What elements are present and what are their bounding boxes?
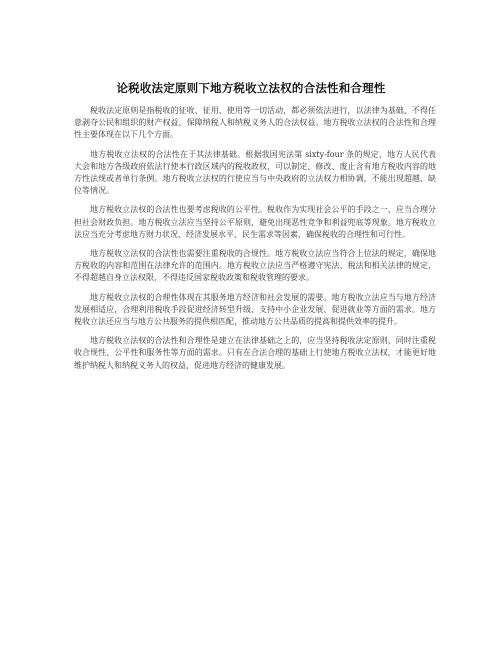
- paragraph-3: 地方税收立法权的合法性也要考虑税收的公平性。税收作为实现社会公平的手段之一，应当合理分担社会财政负担。地方税收立法应当坚持公平原则，避免出现恶性竞争和利益兜底等现象。地方税收立法应当充分考虑地方财力状况、经济发展水平、民生需求等因素，确保税收的合理性和可行性。: [74, 205, 436, 239]
- paragraph-5: 地方税收立法权的合理性体现在其服务地方经济和社会发展的需要。地方税收立法应当与地方经济发展相适应，合理利用税收手段促进经济转型升级、支持中小企业发展、促进就业等方面的需求。地方税收立法还应当与地方公共服务的提供相匹配，推动地方公共品质的提高和提供效率的提升。: [74, 292, 436, 327]
- document-title: 论税收法定原则下地方税收立法权的合法性和合理性: [116, 81, 386, 95]
- paragraph-4: 地方税收立法权的合法性也需要注重税收的合规性。地方税收立法应当符合上位法的规定，确保地方税收的内容和范围在法律允许的范围内。地方税收立法应当严格遵守宪法、税法和相关法律的规定，不得超越自身立法权限，不得违反国家税收政策和税收管理的要求。: [74, 249, 436, 283]
- paragraph-2: 地方税收立法权的合法性在于其法律基础。根据我国宪法第 sixty-four 条的规定，地方人民代表大会和地方各级政府依法行使本行政区域内的税收政权，可以制定、修改、废止含有地方税收内容的地方性法规或者单行条例。地方税收立法权的行使应当与中央政府的立法权力相协调，不能出现超越、缺位等情况。: [74, 149, 436, 196]
- document-body: [74, 105, 436, 379]
- paragraph-1: 税收法定原则是指税收的征收、征用、使用等一切活动，都必须依法进行，以法律为基础，不得任意剥夺公民和组织的财产权益，保障纳税人和纳税义务人的合法权益。地方税收立法权的合法性和合理性主要体现在以下几个方面。: [74, 106, 436, 140]
- paragraph-6: 地方税收立法权的合法性和合理性是建立在法律基础之上的，应当坚持税收法定原则，同时注重税收合规性、公平性和服务性等方面的需求。只有在合法合理的基础上行使地方税收立法权，才能更好地维护纳税人和纳税义务人的权益，促进地方经济的健康发展。: [74, 336, 436, 370]
